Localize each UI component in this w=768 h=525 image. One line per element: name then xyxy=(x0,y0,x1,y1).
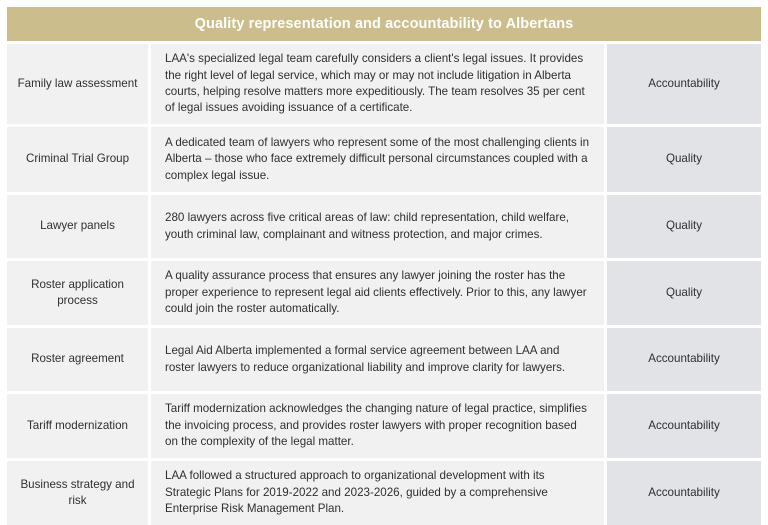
initiative-label: Business strategy and risk xyxy=(20,477,135,507)
table-title: Quality representation and accountability to Albertans xyxy=(7,7,761,41)
table-row xyxy=(7,391,761,458)
row-category-cell xyxy=(604,394,761,458)
category-label: Quality xyxy=(665,285,703,299)
initiative-label: Family law assessment xyxy=(17,76,138,90)
row-description-cell xyxy=(148,127,604,192)
row-description-cell xyxy=(148,461,604,525)
category-label: Accountability xyxy=(648,485,720,499)
table-row xyxy=(7,458,761,525)
description-text: A quality assurance process that ensures any lawyer joining the roster has the proper experience to represent legal aid clients effectively. Prior to this, any lawyer could join the roster automatically. xyxy=(165,269,587,316)
description-text: Legal Aid Alberta implemented a formal service agreement between LAA and roster lawyers to reduce organizational liability and improve clarity for lawyers. xyxy=(165,344,566,374)
row-initiative-cell xyxy=(7,195,148,258)
row-category-cell xyxy=(604,328,761,391)
description-text: LAA followed a structured approach to organizational development with its Strategic Plans for 2019-2022 and 2023-2026, guided by a comprehensive Enterprise Risk Management Plan. xyxy=(165,469,548,516)
category-label: Accountability xyxy=(648,352,720,366)
initiative-label: Lawyer panels xyxy=(40,219,115,233)
initiatives-table xyxy=(7,7,761,516)
table-row xyxy=(7,192,761,258)
initiative-label: Criminal Trial Group xyxy=(25,152,130,166)
initiative-label: Roster agreement xyxy=(31,352,124,366)
row-category-cell xyxy=(604,44,761,124)
category-label: Accountability xyxy=(648,418,720,432)
row-initiative-cell xyxy=(7,328,148,391)
description-text: 280 lawyers across five critical areas of law: child representation, child welfare, youth criminal law, complainant and witness protection, and major crimes. xyxy=(165,211,570,241)
description-text: A dedicated team of lawyers who represent some of the most challenging clients in Alberta – those who face extremely difficult personal circumstances coupled with a complex legal issue. xyxy=(165,135,590,182)
table-row xyxy=(7,41,761,124)
description-text: Tariff modernization acknowledges the changing nature of legal practice, simplifies the invoicing process, and provides roster lawyers with proper recognition based on the complexity of the legal matter. xyxy=(165,402,587,449)
table-row xyxy=(7,124,761,192)
row-description-cell xyxy=(148,394,604,458)
table-body xyxy=(7,41,761,525)
row-description-cell xyxy=(148,261,604,325)
category-label: Quality xyxy=(665,219,703,233)
initiative-label: Roster application process xyxy=(31,277,124,307)
description-text: LAA's specialized legal team carefully considers a client's legal issues. It provides the right level of legal service, which may or may not include litigation in Alberta courts, helping resolve matters more expeditiously. The team resolves 35 per cent of legal issues avoiding issuance of a certificate. xyxy=(165,52,585,115)
initiative-label: Tariff modernization xyxy=(27,418,128,432)
row-category-cell xyxy=(604,261,761,325)
row-initiative-cell xyxy=(7,394,148,458)
row-initiative-cell xyxy=(7,44,148,124)
row-category-cell xyxy=(604,195,761,258)
table-row xyxy=(7,325,761,391)
row-initiative-cell xyxy=(7,261,148,325)
row-description-cell xyxy=(148,44,604,124)
table-row xyxy=(7,258,761,325)
row-initiative-cell xyxy=(7,127,148,192)
row-initiative-cell xyxy=(7,461,148,525)
row-category-cell xyxy=(604,127,761,192)
row-description-cell xyxy=(148,195,604,258)
row-category-cell xyxy=(604,461,761,525)
category-label: Quality xyxy=(665,152,703,166)
row-description-cell xyxy=(148,328,604,391)
category-label: Accountability xyxy=(648,76,720,90)
